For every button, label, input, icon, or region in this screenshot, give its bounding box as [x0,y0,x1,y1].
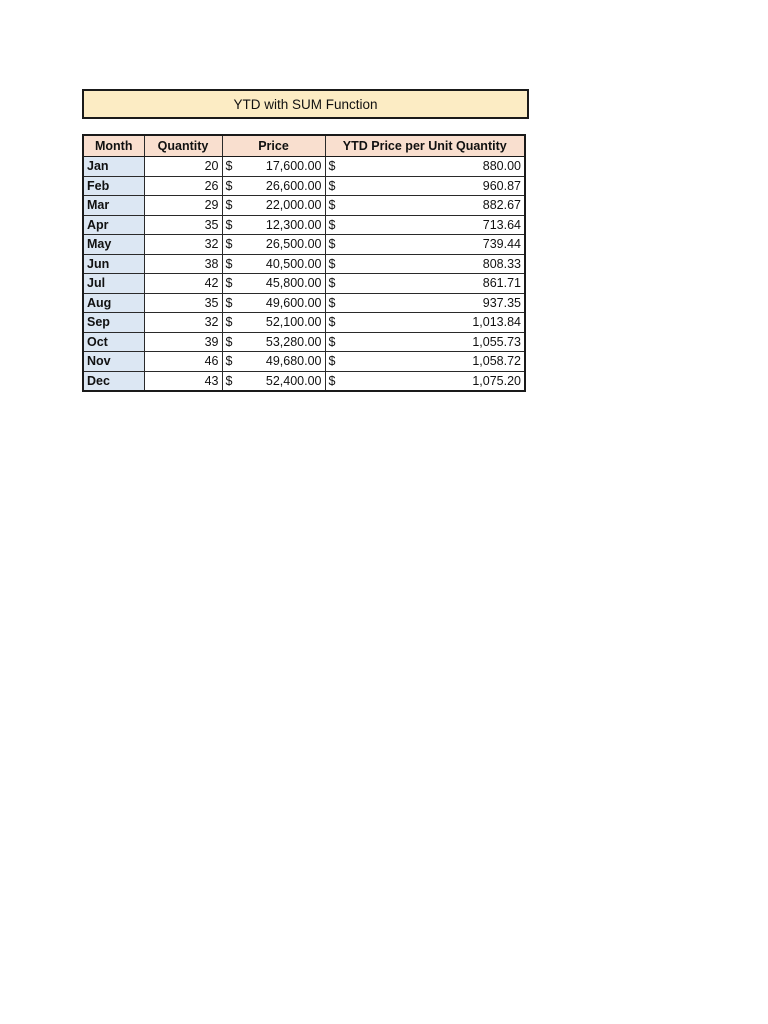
header-month: Month [83,135,144,157]
currency-symbol: $ [328,198,336,213]
cell-month[interactable]: Jun [83,254,144,274]
cell-quantity[interactable]: 32 [144,313,222,333]
ytd-value: 882.67 [482,198,521,213]
cell-price[interactable] [222,254,325,274]
cell-price[interactable] [222,371,325,391]
cell-price[interactable] [222,235,325,255]
cell-month[interactable]: Apr [83,215,144,235]
ytd-value: 739.44 [482,237,521,252]
cell-quantity[interactable]: 35 [144,293,222,313]
cell-ytd[interactable] [325,215,525,235]
cell-month[interactable]: Jan [83,157,144,177]
ytd-value: 1,013.84 [472,315,521,330]
cell-quantity[interactable]: 38 [144,254,222,274]
table-row [83,313,525,333]
currency-symbol: $ [225,334,233,349]
ytd-value: 808.33 [482,256,521,271]
cell-price[interactable] [222,352,325,372]
currency-symbol: $ [328,295,336,310]
price-value: 53,280.00 [265,334,322,349]
currency-symbol: $ [225,295,233,310]
cell-quantity[interactable]: 32 [144,235,222,255]
ytd-table [82,134,526,392]
table-row [83,235,525,255]
ytd-value: 861.71 [482,276,521,291]
currency-symbol: $ [328,373,336,388]
currency-symbol: $ [225,178,233,193]
cell-month[interactable]: Aug [83,293,144,313]
cell-month[interactable]: Oct [83,332,144,352]
price-value: 26,500.00 [265,237,322,252]
price-value: 52,400.00 [265,373,322,388]
price-value: 40,500.00 [265,256,322,271]
header-ytd-price-per-unit: YTD Price per Unit Quantity [325,135,525,157]
table-row [83,371,525,391]
table-row [83,332,525,352]
price-value: 12,300.00 [265,217,322,232]
table-row [83,274,525,294]
cell-price[interactable] [222,157,325,177]
cell-ytd[interactable] [325,274,525,294]
ytd-value: 880.00 [482,159,521,174]
currency-symbol: $ [328,315,336,330]
currency-symbol: $ [225,276,233,291]
cell-price[interactable] [222,332,325,352]
cell-ytd[interactable] [325,254,525,274]
cell-month[interactable]: Feb [83,176,144,196]
currency-symbol: $ [225,237,233,252]
price-value: 52,100.00 [265,315,322,330]
ytd-value: 1,058.72 [472,354,521,369]
cell-quantity[interactable]: 42 [144,274,222,294]
cell-quantity[interactable]: 46 [144,352,222,372]
price-value: 22,000.00 [265,198,322,213]
ytd-value: 713.64 [482,217,521,232]
cell-month[interactable]: Mar [83,196,144,216]
price-value: 45,800.00 [265,276,322,291]
currency-symbol: $ [328,334,336,349]
currency-symbol: $ [328,256,336,271]
currency-symbol: $ [328,237,336,252]
table-row [83,352,525,372]
cell-ytd[interactable] [325,196,525,216]
cell-month[interactable]: Nov [83,352,144,372]
currency-symbol: $ [328,276,336,291]
currency-symbol: $ [328,178,336,193]
cell-price[interactable] [222,215,325,235]
cell-quantity[interactable]: 43 [144,371,222,391]
price-value: 49,680.00 [265,354,322,369]
price-value: 17,600.00 [265,159,322,174]
cell-price[interactable] [222,274,325,294]
cell-ytd[interactable] [325,352,525,372]
cell-price[interactable] [222,293,325,313]
header-row [83,135,525,157]
cell-ytd[interactable] [325,313,525,333]
price-value: 26,600.00 [265,178,322,193]
sheet-title [82,89,529,119]
table-row [83,157,525,177]
cell-ytd[interactable] [325,176,525,196]
cell-ytd[interactable] [325,332,525,352]
currency-symbol: $ [225,373,233,388]
cell-price[interactable] [222,176,325,196]
cell-ytd[interactable] [325,293,525,313]
currency-symbol: $ [225,217,233,232]
cell-quantity[interactable]: 35 [144,215,222,235]
table-row [83,196,525,216]
cell-quantity[interactable]: 26 [144,176,222,196]
cell-month[interactable]: Jul [83,274,144,294]
ytd-value: 1,055.73 [472,334,521,349]
cell-month[interactable]: Dec [83,371,144,391]
sheet-title-text: YTD with SUM Function [233,96,378,112]
currency-symbol: $ [225,198,233,213]
currency-symbol: $ [225,159,233,174]
cell-quantity[interactable]: 20 [144,157,222,177]
cell-ytd[interactable] [325,157,525,177]
cell-price[interactable] [222,196,325,216]
currency-symbol: $ [225,354,233,369]
ytd-value: 960.87 [482,178,521,193]
ytd-value: 1,075.20 [472,373,521,388]
table-row [83,254,525,274]
table-body [83,157,525,392]
currency-symbol: $ [328,159,336,174]
price-value: 49,600.00 [265,295,322,310]
header-quantity: Quantity [144,135,222,157]
table-row [83,176,525,196]
table-row [83,293,525,313]
table-row [83,215,525,235]
cell-month[interactable]: Sep [83,313,144,333]
currency-symbol: $ [225,315,233,330]
currency-symbol: $ [328,217,336,232]
cell-quantity[interactable]: 39 [144,332,222,352]
ytd-value: 937.35 [482,295,521,310]
cell-quantity[interactable]: 29 [144,196,222,216]
currency-symbol: $ [225,256,233,271]
cell-ytd[interactable] [325,235,525,255]
cell-ytd[interactable] [325,371,525,391]
cell-price[interactable] [222,313,325,333]
header-price: Price [222,135,325,157]
currency-symbol: $ [328,354,336,369]
cell-month[interactable]: May [83,235,144,255]
